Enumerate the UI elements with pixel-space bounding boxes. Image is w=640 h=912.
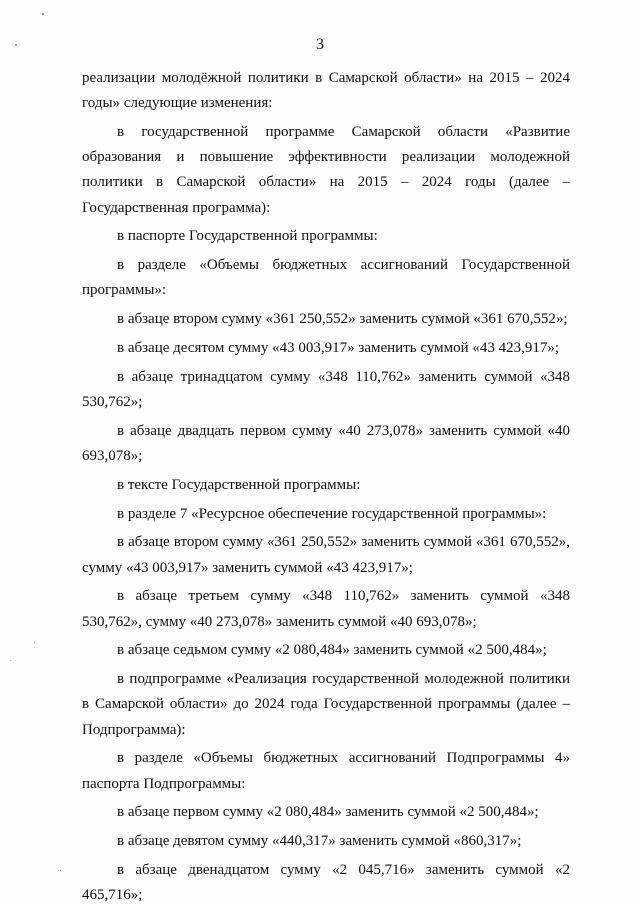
- document-body: [82, 66, 570, 912]
- paragraph: в абзаце девятом сумму «440,317» заменить суммой «860,317»;: [117, 833, 522, 850]
- paragraph: в абзаце третьем сумму «348 110,762» заменить суммой «348 530,762», сумму «40 273,078» заменить суммой «40 693,078»;: [82, 588, 570, 630]
- scan-speck: [15, 44, 17, 46]
- scan-speck: [10, 660, 11, 661]
- paragraph: в государственной программе Самарской области «Развитие образования и повышение эффективности реализации молодежной политики в Самарской области» на 2015 – 2024 годы (далее – Государственная программа):: [82, 124, 570, 216]
- paragraph: в тексте Государственной программы:: [117, 476, 361, 493]
- page-number: 3: [316, 36, 324, 53]
- paragraph: в абзаце втором сумму «361 250,552» заменить суммой «361 670,552», сумму «43 003,917» заменить суммой «43 423,917»;: [82, 534, 570, 576]
- paragraph: в абзаце тринадцатом сумму «348 110,762» заменить суммой «348 530,762»;: [82, 368, 570, 410]
- paragraph: в абзаце втором сумму «361 250,552» заменить суммой «361 670,552»;: [117, 311, 568, 328]
- scan-speck: [60, 870, 61, 871]
- scan-speck: [42, 13, 44, 15]
- paragraph: в паспорте Государственной программы:: [117, 228, 378, 245]
- paragraph: реализации молодёжной политики в Самарской области» на 2015 – 2024 годы» следующие изменения:: [82, 70, 570, 112]
- paragraph: в абзаце двенадцатом сумму «2 045,716» заменить суммой «2 465,716»;: [82, 861, 570, 904]
- paragraph: в подпрограмме «Реализация государственной молодежной политики в Самарской области» до 2024 года Государственной программы (далее – Подпрограмма):: [82, 671, 570, 738]
- paragraph: в абзаце седьмом сумму «2 080,484» заменить суммой «2 500,484»;: [117, 642, 547, 659]
- paragraph: в разделе «Объемы бюджетных ассигнований Подпрограммы 4» паспорта Подпрограммы:: [82, 750, 570, 792]
- paragraph: в абзаце десятом сумму «43 003,917» заменить суммой «43 423,917»;: [117, 340, 560, 356]
- paragraph: в разделе 7 «Ресурсное обеспечение государственной программы»:: [117, 505, 547, 522]
- paragraph: в абзаце двадцать первом сумму «40 273,078» заменить суммой «40 693,078»;: [82, 422, 570, 464]
- paragraph: в разделе «Объемы бюджетных ассигнований Государственной программы»:: [82, 257, 570, 299]
- paragraph: в абзаце первом сумму «2 080,484» заменить суммой «2 500,484»;: [117, 804, 539, 821]
- scan-speck: [34, 642, 35, 643]
